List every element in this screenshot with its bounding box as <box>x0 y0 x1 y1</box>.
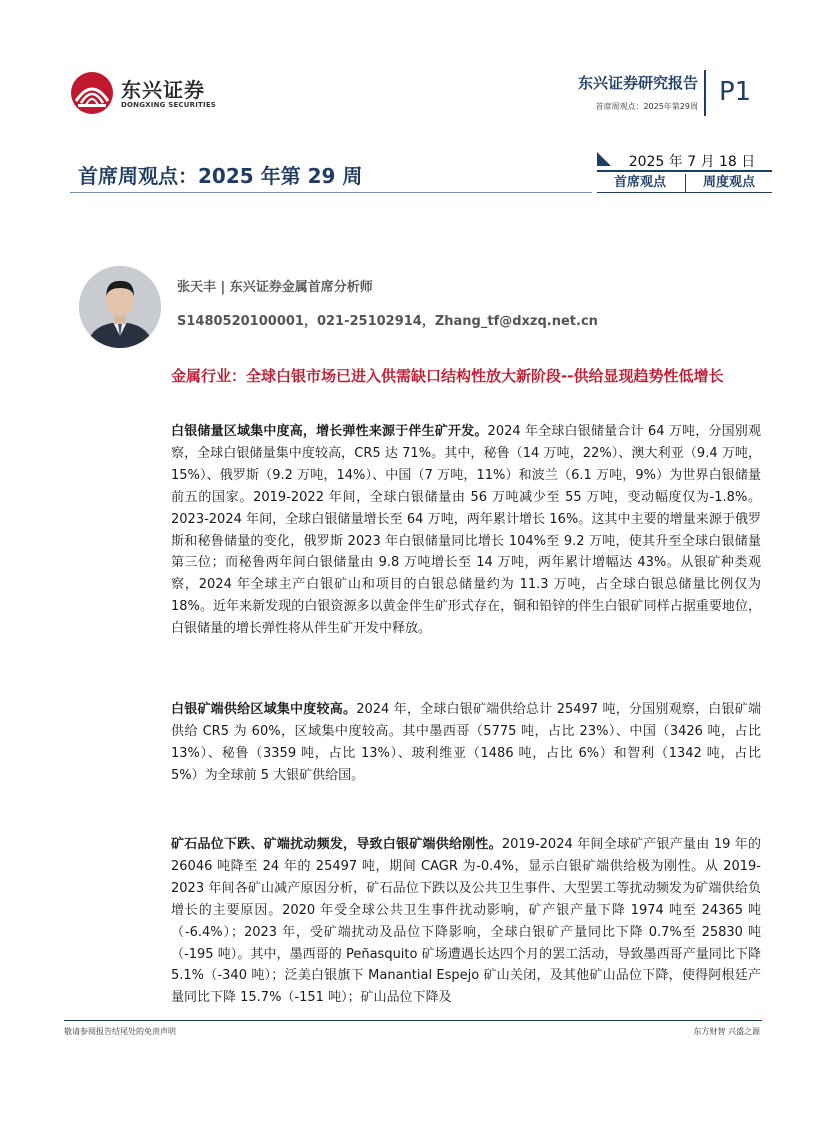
dongxing-logo-icon <box>70 71 114 115</box>
tag-weekly-view: 周度观点 <box>702 175 755 190</box>
tag-chief-view: 首席观点 <box>613 175 666 190</box>
footer-divider <box>64 1020 762 1021</box>
title-underline <box>70 192 592 193</box>
footer-slogan: 东方财智 兴盛之源 <box>693 1027 760 1036</box>
paragraph-mine-supply <box>171 699 761 787</box>
logo-text-cn: 东兴证券 <box>121 78 205 102</box>
report-brand: 东兴证券研究报告 <box>577 74 698 92</box>
paragraph-lead: 白银矿端供给区域集中度较高。 <box>171 702 357 717</box>
paragraph-supply-rigidity <box>171 834 761 1009</box>
report-date: 2025 年 7 月 18 日 <box>628 154 756 170</box>
section-heading: 金属行业：全球白银市场已进入供需缺口结构性放大新阶段--供给显现趋势性低增长 <box>171 367 724 385</box>
analyst-name: 张天丰 | 东兴证券金属首席分析师 <box>177 280 373 295</box>
tag-underline <box>597 192 772 193</box>
paragraph-body: 2024 年全球白银储量合计 64 万吨，分国别观察，全球白银储量集中度较高，CR5 达 71%。其中，秘鲁（14 万吨，22%）、澳大利亚（9.4 万吨，15%）、俄罗斯（9.2 万吨，14%）、中国（7 万吨，11%）和波兰（6.1 万吨，9%）为世界白银储量前五的国家。2019-2022 年间，全球白银储量由 56 万吨减少至 55 万吨，变动幅度仅为-1.8%。2023-2024 年间，全球白银储量增长至 64 万吨，两年累计增长 16%。这其中主要的增量来源于俄罗斯和秘鲁储量的变化，俄罗斯 2023 年白银储量同比增长 104%至 9.2 万吨，使其升至全球白银储量第三位；而秘鲁两年间白银储量由 9.8 万吨增长至 14 万吨，两年累计增幅达 43%。从银矿种类观察，2024 年全球主产白银矿山和项目的白银总储量约为 11.3 万吨，占全球白银总储量比例仅为 18%。近年来新发现的白银资源多以黄金伴生矿形式存在，铜和铅锌的伴生白银矿同样占据重要地位，白银储量的增长弹性将从伴生矿开发中释放。 <box>171 424 761 637</box>
page-number: P1 <box>719 77 752 107</box>
report-subtitle: 首席周观点：2025年第29周 <box>595 102 698 111</box>
footer-disclaimer: 敬请参阅报告结尾处的免责声明 <box>64 1027 176 1036</box>
paragraph-silver-reserves <box>171 421 761 640</box>
paragraph-lead: 矿石品位下跌、矿端扰动频发，导致白银矿端供给刚性。 <box>171 837 502 852</box>
paragraph-lead: 白银储量区域集中度高，增长弹性来源于伴生矿开发。 <box>171 424 488 439</box>
paragraph-body: 2024 年，全球白银矿端供给总计 25497 吨，分国别观察，白银矿端供给 CR5 为 60%，区域集中度较高。其中墨西哥（5775 吨，占比 23%）、中国（3426 吨，占比 13%）、秘鲁（3359 吨，占比 13%）、玻利维亚（1486 吨，占比 6%）和智利（1342 吨，占比 5%）为全球前 5 大银矿供给国。 <box>171 702 761 783</box>
paragraph-body: 2019-2024 年间全球矿产银产量由 19 年的 26046 吨降至 24 年的 25497 吨，期间 CAGR 为-0.4%，显示白银矿端供给极为刚性。从 2019-2023 年间各矿山减产原因分析，矿石品位下跌以及公共卫生事件、大型罢工等扰动频发为矿端供给负增长的主要原因。2020 年受全球公共卫生事件扰动影响，矿产银产量下降 1974 吨至 24365 吨（-6.4%）；2023 年，受矿端扰动及品位下降影响，全球白银矿产量同比下降 0.7%至 25830 吨（-195 吨）。其中，墨西哥的 Peñasquito 矿场遭遇长达四个月的罢工活动，导致墨西哥产量同比下降 5.1%（-340 吨）；泛美白银旗下 Manantial Espejo 矿山关闭，及其他矿山品位下降，使得阿根廷产量同比下降 15.7%（-151 吨）；矿山品位下降及 <box>171 837 761 1006</box>
analyst-portrait-icon <box>79 266 161 348</box>
page-title: 首席周观点：2025 年第 29 周 <box>78 164 363 188</box>
date-underline <box>597 170 772 172</box>
analyst-contact: S1480520100001，021-25102914，Zhang_tf@dxzq.net.cn <box>177 314 598 329</box>
logo-text-en: DONGXING SECURITIES <box>121 101 217 109</box>
date-triangle-icon <box>597 152 611 166</box>
header-divider <box>704 70 706 116</box>
